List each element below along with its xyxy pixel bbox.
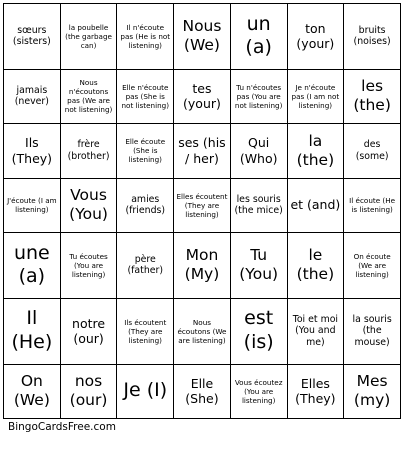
- bingo-cell[interactable]: [344, 364, 401, 418]
- bingo-cell[interactable]: [287, 4, 344, 70]
- bingo-row: [4, 69, 401, 123]
- bingo-cell[interactable]: [60, 232, 117, 298]
- bingo-cell[interactable]: [4, 364, 61, 418]
- bingo-cell-text: J'écoute (I am listening): [7, 196, 57, 215]
- bingo-cell[interactable]: [174, 124, 231, 178]
- bingo-cell-text: nos (our): [69, 371, 108, 410]
- bingo-cell-text: Mon (My): [184, 245, 220, 284]
- bingo-cell-text: un (a): [245, 12, 272, 59]
- bingo-cell[interactable]: [344, 124, 401, 178]
- bingo-cell-text: les (the): [353, 77, 391, 115]
- bingo-cell-text: la poubelle (the garbage can): [65, 22, 112, 50]
- bingo-cell[interactable]: [174, 4, 231, 70]
- bingo-cell[interactable]: [287, 178, 344, 232]
- bingo-row: [4, 298, 401, 364]
- bingo-cell-text: des (some): [355, 139, 389, 162]
- bingo-cell-text: On (We): [13, 371, 50, 410]
- bingo-cell[interactable]: [230, 364, 287, 418]
- bingo-cell[interactable]: [117, 124, 174, 178]
- bingo-row: [4, 124, 401, 178]
- bingo-grid: [3, 3, 401, 419]
- bingo-cell[interactable]: [117, 232, 174, 298]
- bingo-cell[interactable]: [344, 232, 401, 298]
- bingo-cell-text: frère (brother): [67, 139, 110, 162]
- bingo-cell-text: Vous (You): [69, 185, 108, 224]
- bingo-cell-text: tes (your): [183, 80, 221, 112]
- bingo-cell-text: Elle (She): [185, 375, 219, 407]
- bingo-cell-text: Ils (They): [11, 135, 53, 166]
- bingo-cell[interactable]: [230, 4, 287, 70]
- bingo-cell-text: Elle n'écoute pas (She is not listening): [121, 82, 170, 110]
- bingo-cell[interactable]: [4, 178, 61, 232]
- bingo-cell[interactable]: [230, 178, 287, 232]
- bingo-cell[interactable]: [4, 4, 61, 70]
- bingo-cell[interactable]: [287, 364, 344, 418]
- bingo-cell[interactable]: [174, 232, 231, 298]
- bingo-cell[interactable]: [230, 232, 287, 298]
- bingo-cell-text: ton (your): [296, 20, 335, 52]
- bingo-cell[interactable]: [230, 124, 287, 178]
- bingo-cell[interactable]: [60, 178, 117, 232]
- bingo-cell[interactable]: [60, 364, 117, 418]
- bingo-cell-text: Mes (my): [353, 371, 391, 410]
- bingo-cell-text: Ils écoutent (They are listening): [124, 317, 167, 345]
- bingo-cell-text: une (a): [13, 241, 50, 288]
- bingo-cell-text: On écoute (We are listening): [353, 251, 391, 279]
- bingo-cell[interactable]: [4, 298, 61, 364]
- bingo-cell-text: Tu (You): [239, 245, 279, 284]
- bingo-cell-text: Il n'écoute pas (He is not listening): [120, 22, 171, 50]
- bingo-cell[interactable]: [230, 69, 287, 123]
- bingo-cell-text: jamais (never): [14, 84, 49, 108]
- bingo-cell-text: la (the): [296, 131, 335, 169]
- bingo-cell[interactable]: [344, 298, 401, 364]
- bingo-cell[interactable]: [174, 69, 231, 123]
- footer-credit: BingoCardsFree.com: [8, 421, 116, 433]
- bingo-cell[interactable]: [60, 298, 117, 364]
- bingo-cell[interactable]: [117, 178, 174, 232]
- bingo-cell-text: Elles écoutent (They are listening): [176, 191, 228, 219]
- bingo-cell-text: Elle écoute (She is listening): [125, 137, 166, 165]
- bingo-cell-text: Nous (We): [182, 17, 222, 55]
- bingo-cell[interactable]: [4, 69, 61, 123]
- bingo-cell-text: amies (friends): [125, 193, 166, 217]
- bingo-cell[interactable]: [174, 178, 231, 232]
- bingo-cell[interactable]: [4, 232, 61, 298]
- bingo-cell[interactable]: [117, 69, 174, 123]
- bingo-cell-text: Je n'écoute pas (I am not listening): [291, 82, 340, 110]
- bingo-cell-text: notre (our): [72, 315, 106, 347]
- bingo-cell[interactable]: [287, 232, 344, 298]
- bingo-cell-text: Il écoute (He is listening): [349, 196, 396, 215]
- bingo-cell[interactable]: [4, 124, 61, 178]
- bingo-row: [4, 178, 401, 232]
- bingo-cell[interactable]: [60, 4, 117, 70]
- bingo-cell[interactable]: [344, 4, 401, 70]
- bingo-cell-text: est (is): [243, 307, 274, 354]
- bingo-cell-text: les souris (the mice): [234, 193, 283, 217]
- bingo-cell-text: Il (He): [11, 307, 53, 354]
- bingo-cell[interactable]: [117, 364, 174, 418]
- bingo-cell[interactable]: [344, 178, 401, 232]
- bingo-cell[interactable]: [287, 69, 344, 123]
- bingo-row: [4, 364, 401, 418]
- bingo-cell[interactable]: [230, 298, 287, 364]
- bingo-cell-text: Nous n'écoutons pas (We are not listening): [64, 78, 113, 115]
- bingo-cell-text: Tu n'écoutes pas (You are not listening): [234, 82, 283, 110]
- bingo-cell-text: Toi et moi (You and me): [292, 313, 339, 349]
- bingo-cell[interactable]: [174, 298, 231, 364]
- bingo-cell[interactable]: [117, 4, 174, 70]
- bingo-cell[interactable]: [117, 298, 174, 364]
- bingo-row: [4, 232, 401, 298]
- bingo-cell[interactable]: [60, 69, 117, 123]
- bingo-cell-text: père (father): [127, 253, 164, 277]
- bingo-cell[interactable]: [287, 124, 344, 178]
- bingo-cell[interactable]: [60, 124, 117, 178]
- bingo-cell-text: et (and): [290, 197, 341, 213]
- bingo-cell-text: Nous écoutons (We are listening): [177, 317, 227, 345]
- bingo-cell-text: la souris (the mouse): [352, 313, 392, 349]
- bingo-cell-text: Vous écoutez (You are listening): [234, 377, 283, 405]
- bingo-cell[interactable]: [344, 69, 401, 123]
- bingo-cell-text: sœurs (sisters): [12, 24, 51, 48]
- bingo-cell[interactable]: [287, 298, 344, 364]
- bingo-cell[interactable]: [174, 364, 231, 418]
- bingo-cell-text: bruits (noises): [353, 24, 391, 48]
- bingo-row: [4, 4, 401, 70]
- bingo-cell-text: ses (his / her): [178, 135, 226, 166]
- bingo-cell-text: le (the): [296, 245, 335, 284]
- bingo-cell-text: Je (I): [123, 379, 168, 402]
- bingo-card: [3, 3, 401, 419]
- bingo-cell-text: Qui (Who): [239, 135, 278, 166]
- bingo-cell-text: Tu écoutes (You are listening): [69, 251, 108, 279]
- bingo-cell-text: Elles (They): [295, 375, 336, 407]
